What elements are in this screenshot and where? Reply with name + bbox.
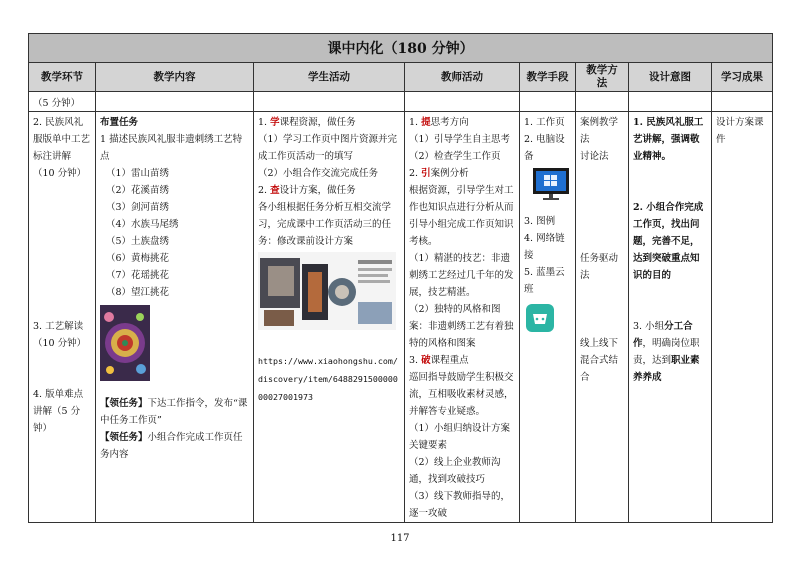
header-cell: 学习成果 (712, 63, 773, 92)
list-item: （4）水族马尾绣 (106, 219, 179, 230)
header-cell: 设计意图 (629, 63, 712, 92)
activity-title: 思考方向 (430, 117, 469, 128)
means-item: 5. 蓝墨云班 (524, 267, 565, 295)
teaching-means-cell (520, 112, 576, 523)
means-item: 1. 工作页 (524, 117, 565, 128)
keyword-raise: 提 (421, 117, 431, 128)
intent-text: ，明确岗位职责，达到 (633, 338, 700, 366)
step-3-time: （10 分钟） (33, 338, 87, 349)
activity-title: 设计方案，做任务 (279, 185, 356, 196)
header-cell: 教学方法 (576, 63, 629, 92)
intent-item: 2. 小组合作完成工作页，找出问题，完善不足，达到突破重点知识的目的 (633, 202, 704, 281)
method-item: 线上线下混合式结合 (580, 338, 619, 383)
student-activity-cell: 1. 学课程资源，做任务 （1）学习工作页中图片资源并完成工作页活动一的填写 （2）小组合作交流完成任务 2. 查设计方案，做任务 各小组根据任务分析互相交流学习，完成课中工作页活动三的任务：修改课前设计方案 https://www.xiaohongshu.com/discovery/item/648829150000000027001973 (254, 112, 405, 523)
intent-item (633, 318, 708, 386)
task-text: 小组合作完成工作页任务内容 (100, 432, 243, 460)
step-3: 3. 工艺解读 (33, 321, 84, 332)
activity-line: （1）小组归纳设计方案关键要素 (409, 423, 511, 451)
content-intro: 1 描述民族风礼服非遗刺绣工艺特点 (100, 134, 243, 162)
list-item: （8）望江挑花 (106, 287, 170, 298)
list-item: （5）土族盘绣 (106, 236, 170, 247)
step-4: 4. 版单难点讲解（5 分钟） (33, 389, 84, 434)
means-item: 2. 电脑设备 (524, 134, 565, 162)
intent-item: 1. 民族风礼服工艺讲解，强调敬业精神。 (633, 117, 704, 162)
design-intent-cell (629, 112, 712, 523)
method-item: 案例教学法 (580, 117, 619, 145)
list-item: （3）剑河苗绣 (106, 202, 170, 213)
header-cell: 教学环节 (29, 63, 96, 92)
teacher-activity-cell: 1. 提思考方向 （1）引导学生自主思考 （2）检查学生工作页 2. 引案例分析 根据资源，引导学生对工作也知识点进行分析从而引导小组完成工作页知识考核。 （1）精湛的技艺：非遗刺绣工艺经过几千年的发展，技艺精湛。 （2）独特的风格和图案：非遗刺绣工艺有着独特的风格和图案 3. 破课程重点 巡回指导鼓励学生积极交流，互相吸收素材灵感，并解答专业疑惑。 （1）小组归纳设计方案关键要素 （2）线上企业教师沟通，找到攻破技巧 （3）线下教师指导的，逐一攻破 (405, 112, 520, 523)
learning-outcome-cell (712, 112, 773, 523)
keyword-learn: 学 (270, 117, 280, 128)
activity-line: （2）小组合作交流完成任务 (258, 168, 379, 179)
activity-title: 课程资源，做任务 (279, 117, 356, 128)
activity-line: 巡回指导鼓励学生积极交流，互相吸收素材灵感，并解答专业疑惑。 (409, 372, 514, 417)
step-2-time: （10 分钟） (33, 168, 87, 179)
task-tag: 【领任务】 (100, 398, 148, 409)
outcome-item: 设计方案课件 (716, 117, 764, 145)
task-tag: 【领任务】 (100, 432, 148, 443)
time-cell: （5 分钟） (29, 92, 96, 112)
embroidery-image (100, 305, 150, 381)
method-item: 讨论法 (580, 151, 609, 162)
keyword-guide: 引 (421, 168, 431, 179)
activity-line: （2）线上企业教师沟通，找到攻破技巧 (409, 457, 501, 485)
list-item: （6）黄梅挑花 (106, 253, 170, 264)
activity-line: （3）线下教师指导的，逐一攻破 (409, 491, 511, 519)
activity-title: 课程重点 (430, 355, 469, 366)
activity-line: （1）精湛的技艺：非遗刺绣工艺经过几千年的发展，技艺精湛。 (409, 253, 514, 298)
reference-url: https://www.xiaohongshu.com/discovery/item/648829150000000027001973 (258, 356, 398, 402)
activity-line: 根据资源，引导学生对工作也知识点进行分析从而引导小组完成工作页知识考核。 (409, 185, 514, 247)
intent-bold: 分工合作 (633, 321, 693, 349)
page-number: 117 (390, 533, 410, 544)
list-item: （7）花瑶挑花 (106, 270, 170, 281)
means-item: 3. 图例 (524, 216, 556, 227)
reference-collage-image (258, 252, 396, 330)
activity-line: （2）检查学生工作页 (409, 151, 501, 162)
intent-bold: 职业素养养成 (633, 355, 700, 383)
table-title: 课中内化（180 分钟） (29, 34, 773, 63)
teaching-steps-cell (29, 112, 96, 523)
header-cell: 学生活动 (254, 63, 405, 92)
keyword-check: 查 (270, 185, 280, 196)
content-heading: 布置任务 (100, 117, 139, 128)
intent-text: 3. 小组 (633, 321, 665, 332)
header-cell: 教师活动 (405, 63, 520, 92)
method-item: 任务驱动法 (580, 253, 619, 281)
means-item: 4. 网络链接 (524, 233, 565, 261)
activity-line: 各小组根据任务分析互相交流学习，完成课中工作页活动三的任务：修改课前设计方案 (258, 202, 392, 247)
step-2: 2. 民族风礼服版单中工艺标注讲解 (33, 117, 91, 162)
teaching-method-cell (576, 112, 629, 523)
activity-line: （1）学习工作页中图片资源并完成工作页活动一的填写 (258, 134, 398, 162)
activity-line: （1）引导学生自主思考 (409, 134, 511, 145)
list-item: （2）花溪苗绣 (106, 185, 170, 196)
activity-title: 案例分析 (430, 168, 469, 179)
activity-line: （2）独特的风格和图案：非遗刺绣工艺有着独特的风格和图案 (409, 304, 514, 349)
lesson-plan-table (28, 33, 773, 523)
task-text: 下达工作指令，发布“课中任务工作页” (100, 398, 248, 426)
header-cell: 教学手段 (520, 63, 576, 92)
teaching-content-cell (96, 112, 254, 523)
mosoteach-app-icon (526, 304, 554, 332)
computer-screen-icon (532, 167, 570, 201)
list-item: （1）雷山苗绣 (106, 168, 170, 179)
keyword-break: 破 (421, 355, 431, 366)
header-cell: 教学内容 (96, 63, 254, 92)
